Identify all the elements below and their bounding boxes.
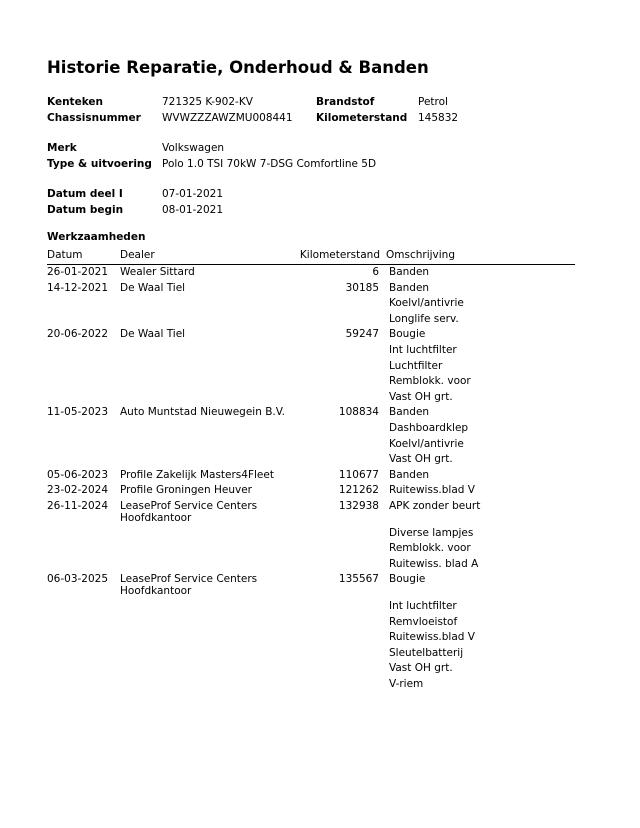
row-omschrijving-item: Vast OH grt. bbox=[389, 662, 453, 675]
row-datum: 11-05-2023 bbox=[47, 406, 109, 419]
row-omschrijving-item: Longlife serv. bbox=[389, 312, 459, 325]
row-kilometerstand: 132938 bbox=[338, 500, 379, 512]
row-datum: 06-03-2025 bbox=[47, 573, 109, 586]
row-omschrijving-item: Int luchtfilter bbox=[389, 344, 457, 356]
column-header-kilometerstand: Kilometerstand bbox=[299, 249, 380, 261]
row-dealer: LeaseProf Service Centers bbox=[120, 500, 258, 512]
row-kilometerstand: 108834 bbox=[338, 406, 379, 419]
row-omschrijving-item: Ruitewiss.blad V bbox=[389, 631, 475, 644]
row-omschrijving-item: Bougie bbox=[389, 328, 426, 341]
page-title: Historie Reparatie, Onderhoud & Banden bbox=[47, 58, 429, 77]
row-kilometerstand: 135567 bbox=[338, 573, 379, 586]
row-datum: 23-02-2024 bbox=[47, 484, 109, 497]
row-datum: 14-12-2021 bbox=[47, 281, 109, 294]
werkzaamheden-title: Werkzaamheden bbox=[47, 231, 146, 243]
row-dealer: LeaseProf Service Centers bbox=[120, 573, 258, 586]
kenteken-value: 721325 K-902-KV bbox=[162, 96, 253, 108]
row-omschrijving-item: Koelvl/antivrie bbox=[389, 437, 464, 450]
merk-value: Volkswagen bbox=[162, 142, 225, 154]
row-omschrijving-item: Banden bbox=[389, 406, 430, 419]
row-omschrijving-item: Diverse lampjes bbox=[389, 526, 474, 539]
row-kilometerstand: 121262 bbox=[338, 484, 379, 497]
row-omschrijving-item: Banden bbox=[389, 281, 430, 294]
row-dealer: De Waal Tiel bbox=[120, 281, 186, 294]
type-label: Type & uitvoering bbox=[47, 158, 152, 170]
merk-label: Merk bbox=[47, 142, 77, 154]
column-header-dealer: Dealer bbox=[120, 249, 155, 261]
row-dealer: De Waal Tiel bbox=[120, 328, 186, 341]
row-datum: 26-11-2024 bbox=[47, 500, 109, 512]
header-divider bbox=[47, 264, 575, 265]
row-omschrijving-item: APK zonder beurt bbox=[389, 500, 481, 512]
kilometerstand-label: Kilometerstand bbox=[316, 112, 408, 124]
row-omschrijving-item: Vast OH grt. bbox=[389, 453, 453, 466]
datum-deel-value: 07-01-2021 bbox=[162, 188, 224, 200]
row-datum: 20-06-2022 bbox=[47, 328, 109, 341]
row-omschrijving-item: Dashboardklep bbox=[389, 422, 469, 434]
brandstof-value: Petrol bbox=[418, 96, 448, 108]
row-dealer: Profile Zakelijk Masters4Fleet bbox=[120, 468, 274, 481]
row-omschrijving-item: Ruitewiss.blad V bbox=[389, 484, 475, 497]
row-omschrijving-item: V-riem bbox=[389, 678, 424, 690]
chassis-label: Chassisnummer bbox=[47, 112, 141, 124]
row-dealer-line2: Hoofdkantoor bbox=[120, 512, 192, 524]
kilometerstand-value: 145832 bbox=[418, 112, 459, 124]
row-omschrijving-item: Luchtfilter bbox=[389, 359, 443, 372]
row-omschrijving-item: Banden bbox=[389, 468, 430, 481]
datum-begin-label: Datum begin bbox=[47, 204, 124, 216]
row-kilometerstand: 30185 bbox=[345, 281, 379, 294]
row-dealer: Wealer Sittard bbox=[120, 266, 195, 278]
column-header-omschrijving: Omschrijving bbox=[386, 249, 455, 261]
row-dealer: Auto Muntstad Nieuwegein B.V. bbox=[120, 406, 285, 419]
datum-deel-label: Datum deel I bbox=[47, 188, 123, 200]
row-omschrijving-item: Bougie bbox=[389, 573, 426, 586]
row-omschrijving-item: Remblokk. voor bbox=[389, 542, 471, 555]
row-omschrijving-item: Remvloeistof bbox=[389, 615, 458, 628]
brandstof-label: Brandstof bbox=[316, 96, 375, 108]
column-header-datum: Datum bbox=[47, 249, 83, 261]
row-datum: 26-01-2021 bbox=[47, 266, 109, 278]
row-dealer-line2: Hoofdkantoor bbox=[120, 585, 192, 598]
chassis-value: WVWZZZAWZMU008441 bbox=[162, 112, 293, 124]
row-kilometerstand: 110677 bbox=[338, 468, 379, 481]
type-value: Polo 1.0 TSI 70kW 7-DSG Comfortline 5D bbox=[162, 158, 377, 170]
row-datum: 05-06-2023 bbox=[47, 468, 109, 481]
row-omschrijving-item: Sleutelbatterij bbox=[389, 646, 464, 659]
row-omschrijving-item: Vast OH grt. bbox=[389, 390, 453, 403]
row-omschrijving-item: Remblokk. voor bbox=[389, 375, 471, 388]
datum-begin-value: 08-01-2021 bbox=[162, 204, 224, 216]
kenteken-label: Kenteken bbox=[47, 96, 103, 108]
row-kilometerstand: 6 bbox=[372, 266, 379, 278]
row-omschrijving-item: Int luchtfilter bbox=[389, 600, 457, 612]
row-kilometerstand: 59247 bbox=[345, 328, 379, 341]
row-omschrijving-item: Koelvl/antivrie bbox=[389, 297, 464, 310]
row-dealer: Profile Groningen Heuver bbox=[120, 484, 252, 497]
row-omschrijving-item: Ruitewiss. blad A bbox=[389, 557, 479, 570]
row-omschrijving-item: Banden bbox=[389, 266, 430, 278]
